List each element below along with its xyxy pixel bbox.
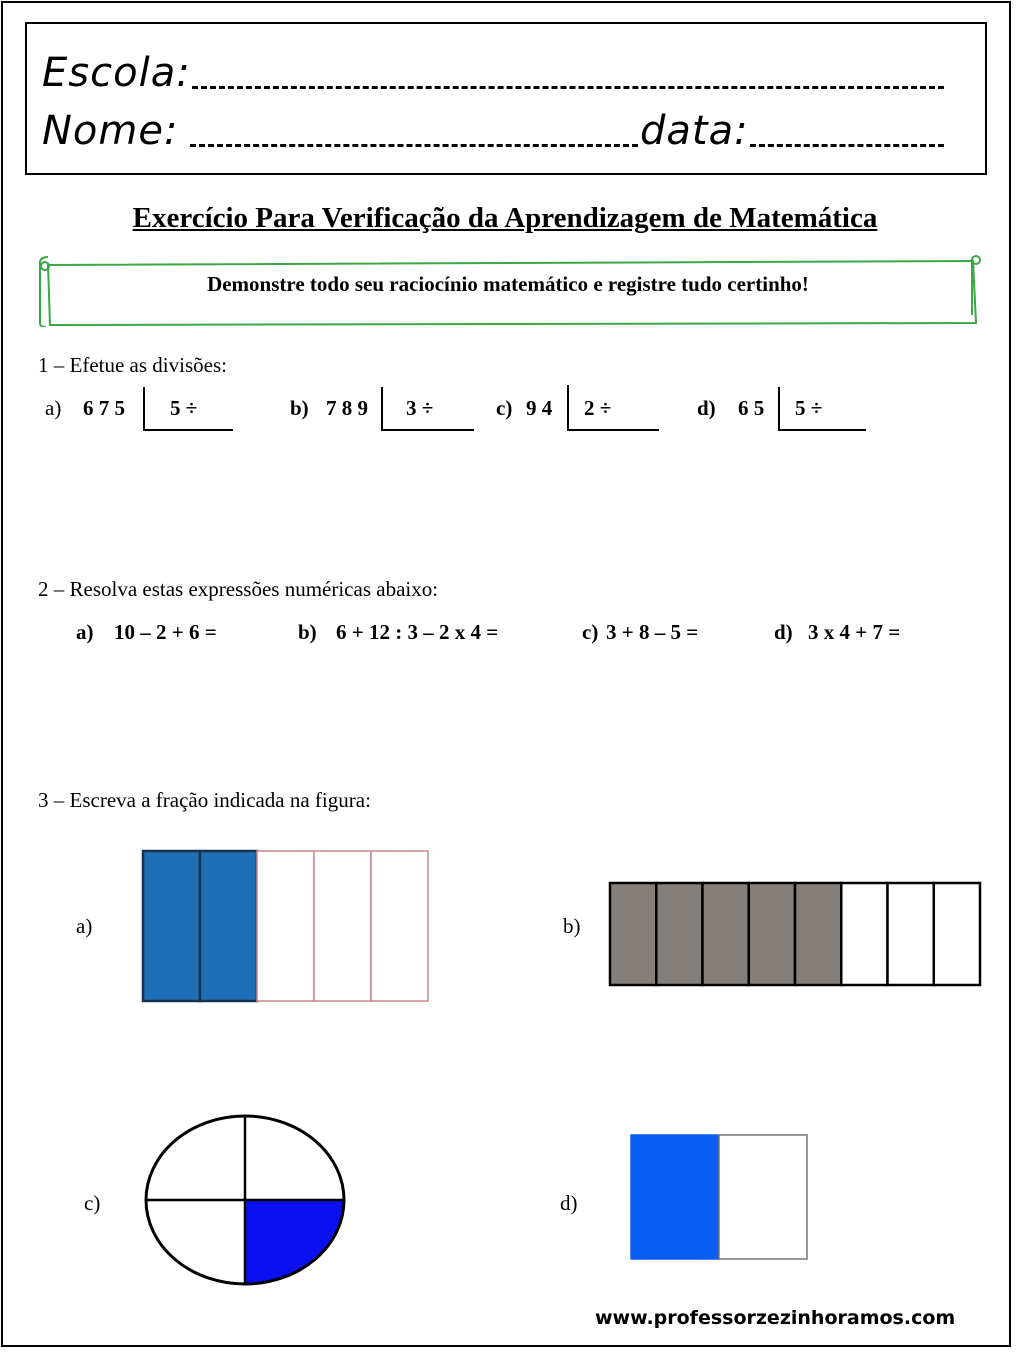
q1-c-divisor: 2 ÷	[584, 396, 612, 420]
q1-a-dividend: 6 7 5	[83, 396, 125, 420]
q2-a-label: a)	[76, 620, 94, 644]
fraction-b-part-5	[795, 883, 841, 985]
fraction-b-part-2	[656, 883, 702, 985]
fraction-b-part-1	[610, 883, 656, 985]
fraction-a-part-3	[257, 851, 314, 1001]
q2-b-label: b)	[298, 620, 317, 644]
fraction-b-part-4	[749, 883, 795, 985]
fraction-b-part-3	[703, 883, 749, 985]
fraction-b-part-8	[934, 883, 980, 985]
q3-b-label: b)	[563, 914, 581, 938]
fraction-a-part-1	[143, 851, 200, 1001]
q1-c-dividend: 9 4	[526, 396, 553, 420]
fraction-bar-a	[138, 846, 433, 1006]
q1-c-division-bracket	[567, 385, 659, 431]
data-label: data:	[640, 108, 749, 154]
escola-label: Escola:	[42, 50, 191, 96]
fraction-rect-d	[628, 1132, 812, 1262]
q2-b-expression: 6 + 12 : 3 – 2 x 4 =	[336, 620, 499, 644]
fraction-ellipse-c	[140, 1112, 352, 1288]
q2-d-label: d)	[774, 620, 793, 644]
nome-field-line	[190, 144, 638, 147]
q1-d-divisor: 5 ÷	[795, 396, 823, 420]
q1-b-divisor: 3 ÷	[406, 396, 434, 420]
q3-d-label: d)	[560, 1191, 578, 1215]
q2-c-label: c)	[582, 620, 599, 644]
q2-d-expression: 3 x 4 + 7 =	[808, 620, 901, 644]
fraction-b-part-7	[888, 883, 934, 985]
nome-label: Nome:	[42, 108, 179, 154]
footer-website: www.professorzezinhoramos.com	[595, 1307, 956, 1329]
q3-a-label: a)	[76, 914, 93, 938]
q1-b-label: b)	[290, 396, 309, 420]
q2-heading: 2 – Resolva estas expressões numéricas abaixo:	[38, 577, 439, 601]
q3-c-label: c)	[84, 1191, 101, 1215]
fraction-d-part-2	[719, 1135, 807, 1259]
q1-d-label: d)	[697, 396, 716, 420]
q2-c-expression: 3 + 8 – 5 =	[606, 620, 699, 644]
q1-d-dividend: 6 5	[738, 396, 765, 420]
fraction-b-part-6	[841, 883, 887, 985]
instruction-text: Demonstre todo seu raciocínio matemático e registre tudo certinho!	[207, 272, 809, 296]
q2-a-expression: 10 – 2 + 6 =	[114, 620, 217, 644]
page-title: Exercício Para Verificação da Aprendizagem de Matemática	[132, 202, 878, 234]
q3-heading: 3 – Escreva a fração indicada na figura:	[38, 788, 371, 812]
fraction-a-part-4	[314, 851, 371, 1001]
q1-heading: 1 – Efetue as divisões:	[38, 353, 227, 377]
q1-a-label: a)	[45, 396, 62, 420]
fraction-d-part-1	[631, 1135, 719, 1259]
fraction-a-part-5	[371, 851, 428, 1001]
data-field-line	[750, 144, 944, 147]
fraction-bar-b	[606, 878, 986, 990]
escola-field-line	[192, 86, 944, 89]
q1-c-label: c)	[496, 396, 513, 420]
q1-b-dividend: 7 8 9	[326, 396, 368, 420]
q1-a-divisor: 5 ÷	[170, 396, 198, 420]
fraction-a-part-2	[200, 851, 257, 1001]
